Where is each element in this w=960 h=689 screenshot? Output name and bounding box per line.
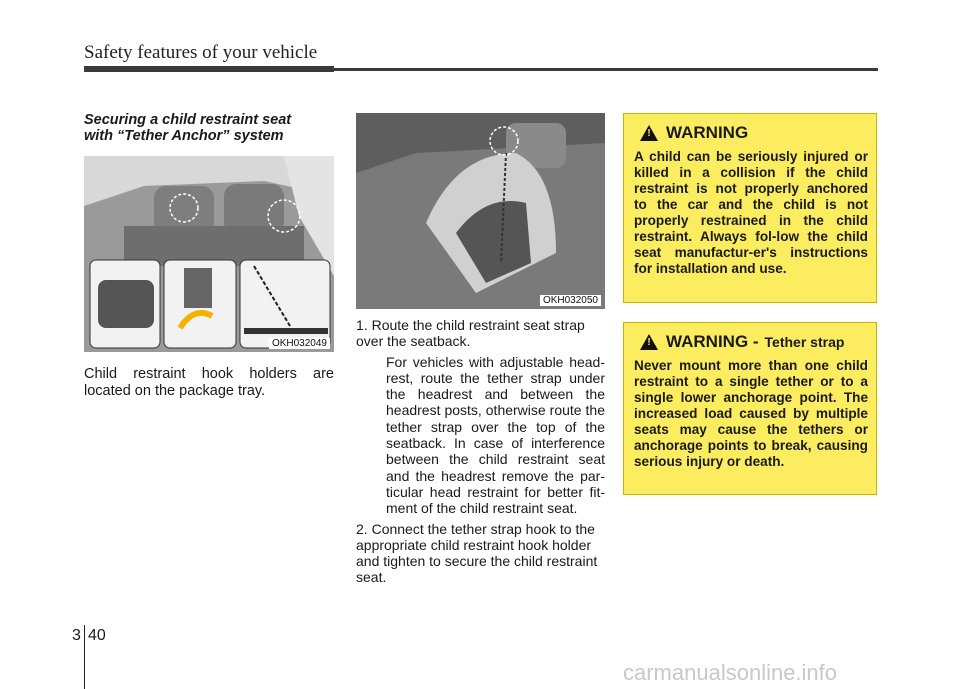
running-header: Safety features of your vehicle (84, 42, 318, 63)
page-number-divider (84, 625, 85, 689)
step-1-text: Route the child restraint seat strap over the seatback. (356, 317, 585, 350)
warning-text: A child can be seriously injured or killed in a collision if the child restraint is not properly anchored to the car and the child is not properly restrained in the child restraint. Always fol-low the child seat manufactur-er's instructions for installation and use. (634, 149, 868, 276)
warning-box-collision (623, 113, 877, 303)
figure-code-left: OKH032049 (269, 338, 330, 349)
section-title (84, 112, 334, 144)
warning-subtitle: Tether strap (764, 334, 845, 350)
warning-box-tether (623, 322, 877, 495)
step-2-number: 2. (356, 520, 368, 537)
warning-triangle-icon: ! (640, 334, 658, 350)
chapter-number: 3 (72, 627, 81, 644)
step-1 (356, 317, 605, 350)
steps-list (356, 317, 605, 590)
section-title-line1: Securing a child restraint seat (84, 112, 292, 128)
step-1-detail: For vehicles with adjustable head-rest, route the tether strap under the headrest and between the headrest posts, otherwise route the tether strap over the top of the seatback. In case of interference between the child restraint seat and the headrest remove the par-ticular head restraint for better fit-ment of the child restraint seat. (386, 353, 605, 517)
warning-header (624, 323, 876, 352)
step-2 (356, 521, 605, 586)
warning-title: WARNING - (666, 332, 759, 351)
child-seat-illustration (356, 113, 605, 309)
warning-header (624, 114, 876, 143)
child-seat-drawing (356, 113, 605, 309)
rear-seat-anchor-drawing (84, 156, 334, 352)
rear-seat-anchor-illustration (84, 156, 334, 352)
hook-holder-paragraph: Child restraint hook holders are located on the package tray. (84, 366, 334, 399)
step-2-text: Connect the tether strap hook to the appropriate child restraint hook holder and tighten to secure the child restraint seat. (356, 520, 598, 586)
header-rule-accent (84, 66, 334, 72)
step-1-number: 1. (356, 317, 368, 333)
section-title-line2: with “Tether Anchor” system (84, 128, 284, 144)
page-number: 40 (88, 627, 106, 644)
watermark: carmanualsonline.info (623, 660, 838, 685)
warning-title: WARNING (666, 123, 749, 142)
warning-text: Never mount more than one child restraint to a single tether or to a single lower anchorage point. The increased load caused by multiple seats may cause the tethers or anchorage points to break, causing serious injury or death. (634, 358, 868, 469)
figure-code-right: OKH032050 (540, 295, 601, 306)
warning-triangle-icon: ! (640, 125, 658, 141)
